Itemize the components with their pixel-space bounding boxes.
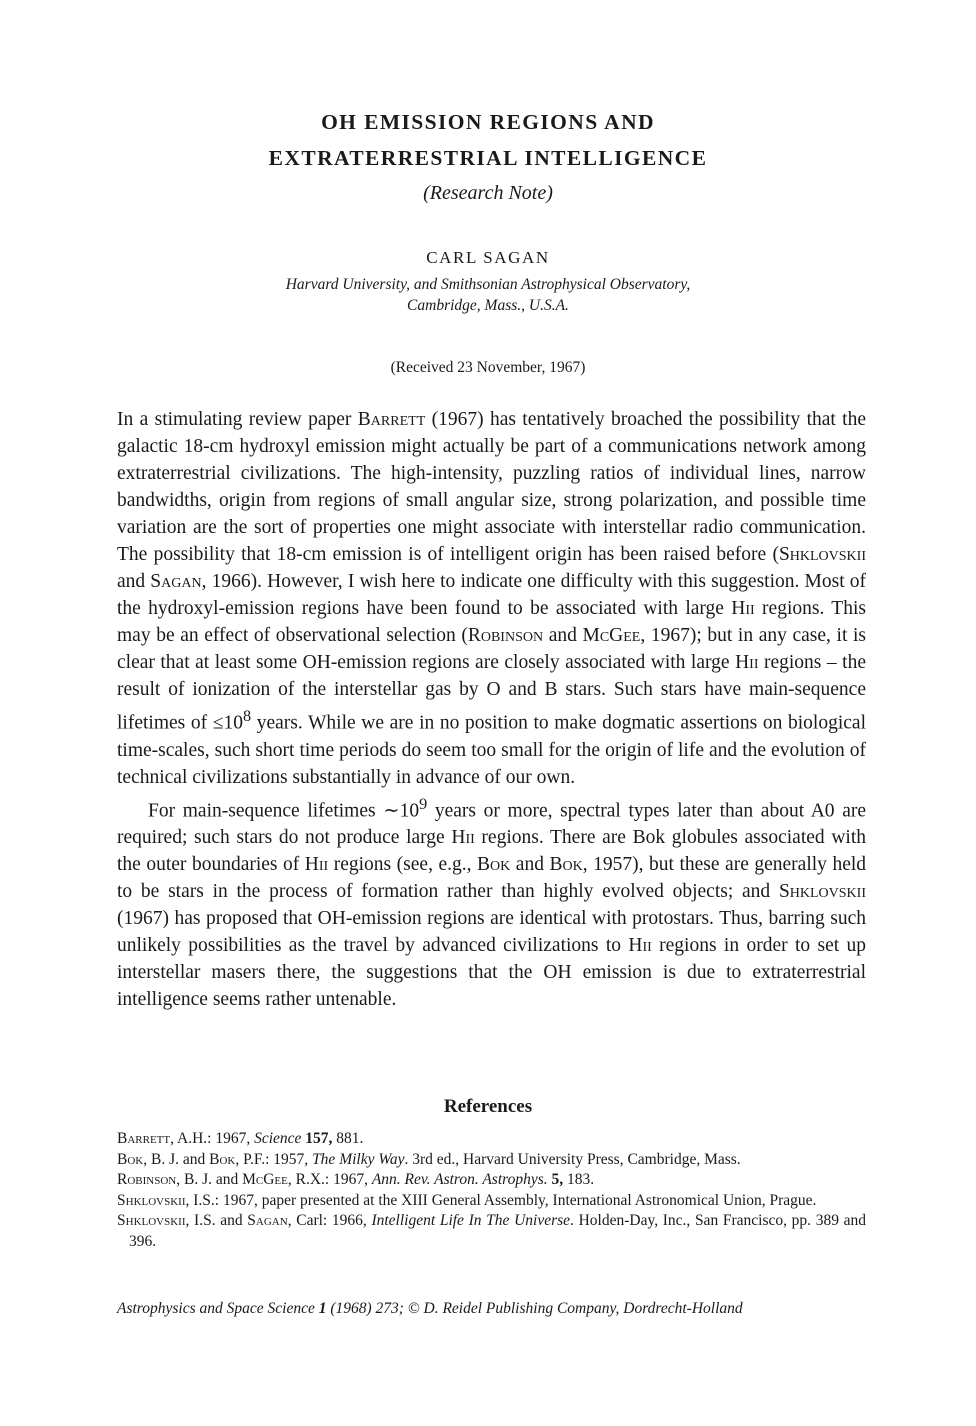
text-run: and — [543, 625, 583, 646]
roman-numeral: ii — [465, 827, 475, 848]
author-citation: Bok — [549, 854, 583, 875]
author-name: CARL SAGAN — [426, 248, 550, 267]
text-run: years. While we are in no position to make dogmatic assertions on biological time-scales, such short time periods do seem too small for the origin of life and the evolution of technical civilizations substantially in advance of our own. — [117, 712, 866, 788]
received-date: (Received 23 November, 1967) — [390, 359, 586, 376]
roman-numeral: ii — [745, 598, 755, 619]
ref-author: Shklovskii — [117, 1212, 186, 1229]
ref-journal: Ann. Rev. Astron. Astrophys. — [371, 1171, 548, 1188]
author-citation: Shklovskii — [778, 544, 866, 565]
paragraph-1 — [117, 406, 866, 791]
roman-numeral: ii — [749, 652, 759, 673]
author-citation: Shklovskii — [778, 881, 866, 902]
text-run: In a stimulating review paper — [117, 409, 358, 430]
body-text — [117, 406, 866, 1013]
text-run: and — [510, 854, 550, 875]
text-run: regions in order to set up interstellar masers there, the suggestions that the OH emission is due to extraterrestrial intelligence seems rather untenable. — [117, 935, 866, 1010]
exponent: 8 — [242, 707, 252, 725]
ref-text: . Holden-Day, Inc., San Francisco, pp. 389 and 396. — [129, 1212, 866, 1250]
reference-item — [117, 1170, 866, 1191]
author-citation: Sagan — [150, 571, 202, 592]
author-citation: Barrett — [357, 409, 426, 430]
reference-item — [117, 1211, 866, 1252]
ref-volume: 157, — [301, 1130, 333, 1147]
ref-author: Bok — [209, 1150, 236, 1168]
author-citation: Robinson — [467, 625, 544, 646]
ref-text: , Carl: 1966, — [287, 1212, 372, 1229]
title-line-1: OH EMISSION REGIONS AND — [321, 110, 655, 134]
title-line-2: EXTRATERRESTRIAL INTELLIGENCE — [268, 146, 708, 170]
text-run: (1967) has proposed that OH-emission regions are identical with protostars. Thus, barring such unlikely possibilities as the travel by advanced civilizations to H — [117, 908, 866, 956]
reference-item — [117, 1150, 866, 1171]
references-heading: References — [443, 1096, 533, 1117]
exponent: 9 — [419, 794, 428, 813]
affiliation-line-2: Cambridge, Mass., U.S.A. — [407, 297, 569, 314]
text-run: (1967) has tentatively broached the possibility that the galactic 18-cm hydroxyl emission might actually be part of a communications network among extraterrestrial civilizations. The high-intensity, puzzling ratios of individual lines, narrow bandwidths, origin from regions of small angular size, strong polarization, and possible time variation are the sort of properties one might associate with interstellar radio communication. The possibility that 18-cm emission is of intelligent origin has been raised before ( — [117, 409, 866, 565]
text-run: , 1957), but these are generally held to be stars in the process of formation rather than highly evolved objects; and — [117, 854, 867, 902]
text-run: , 1966). However, I wish here to indicate one difficulty with this suggestion. Most of the hydroxyl-emission regions have been found to be associated with large H — [117, 571, 866, 619]
ref-volume: 5, — [547, 1171, 564, 1188]
author-citation: Bok — [477, 854, 511, 875]
ref-author: Sagan — [247, 1212, 288, 1229]
text-run: regions. This may be an effect of observational selection ( — [117, 598, 866, 646]
footer-text: (1968) 273; © D. Reidel Publishing Company, Dordrecht-Holland — [326, 1300, 743, 1317]
paragraph-2 — [117, 791, 866, 1014]
ref-author: McGee — [242, 1171, 288, 1188]
ref-text: , R.X.: 1967, — [287, 1171, 372, 1188]
ref-text: , I.S. and — [185, 1212, 248, 1229]
ref-text: , B. J. and — [143, 1150, 210, 1168]
ref-text: , B. J. and — [176, 1171, 243, 1188]
ref-author: Shklovskii — [117, 1191, 186, 1209]
ref-book: Intelligent Life In The Universe — [371, 1212, 571, 1229]
subtitle: (Research Note) — [423, 182, 553, 204]
reference-list — [117, 1129, 866, 1252]
footer-journal: Astrophysics and Space Science — [117, 1300, 315, 1317]
text-run: regions. There are Bok globules associated with the outer boundaries of H — [117, 827, 866, 875]
text-run: For main-sequence lifetimes ∼10 — [148, 800, 420, 821]
text-run: years or more, spectral types later than about A0 are required; such stars do not produce large H — [117, 800, 866, 848]
journal-footer — [117, 1300, 866, 1318]
reference-item — [117, 1191, 866, 1212]
author-citation: McGee — [582, 625, 641, 646]
roman-numeral: ii — [642, 935, 652, 956]
text-run: regions – the result of ionization of the interstellar gas by O and B stars. Such stars have main-sequence lifetimes of ≤10 — [117, 652, 866, 734]
footer-volume: 1 — [314, 1300, 327, 1317]
ref-text: , A.H.: 1967, — [170, 1130, 255, 1147]
ref-author: Bok — [117, 1150, 144, 1168]
ref-text: , P.F.: 1957, — [235, 1150, 313, 1168]
affiliation-line-1: Harvard University, and Smithsonian Astrophysical Observatory, — [285, 276, 691, 293]
text-run: and — [117, 571, 151, 592]
ref-text: 881. — [332, 1130, 364, 1147]
ref-text: . 3rd ed., Harvard University Press, Cambridge, Mass. — [404, 1150, 741, 1168]
ref-book: The Milky Way — [312, 1150, 405, 1168]
ref-journal: Science — [254, 1130, 302, 1147]
ref-author: Robinson — [117, 1171, 177, 1188]
text-run: , 1967); but in any case, it is clear that at least some OH-emission regions are closely associated with large H — [117, 625, 866, 673]
ref-author: Barrett — [117, 1130, 171, 1147]
text-run: regions (see, e.g., — [328, 854, 478, 875]
ref-text: 183. — [563, 1171, 595, 1188]
ref-text: , I.S.: 1967, paper presented at the XIII General Assembly, International Astronomical Union, Prague. — [185, 1191, 817, 1209]
reference-item — [117, 1129, 866, 1150]
roman-numeral: ii — [318, 854, 329, 875]
